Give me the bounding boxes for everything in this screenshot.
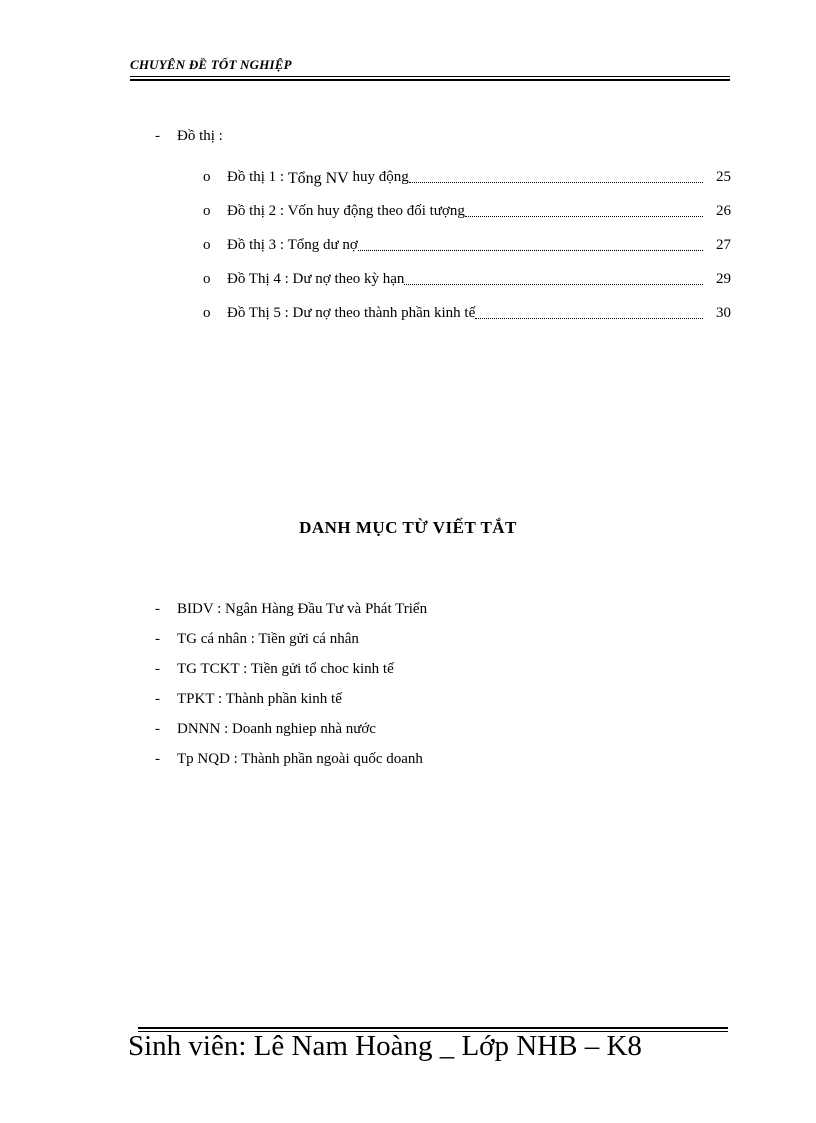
footer-rule-thick	[138, 1027, 728, 1029]
toc-entry	[203, 296, 731, 330]
charts-section-label	[155, 128, 223, 145]
toc-entry-title: Đồ Thị 5 : Dư nợ theo thành phần kinh tế	[227, 305, 476, 321]
dash-bullet-icon: -	[155, 630, 160, 647]
toc-page-number: 30	[716, 304, 731, 321]
toc-entry	[203, 228, 731, 262]
toc-entry-title: Đồ thị 2 : Vốn huy động theo đối tượng	[227, 203, 465, 219]
toc-dot-leader	[409, 170, 703, 183]
toc-entry	[203, 262, 731, 296]
toc-dot-leader	[404, 272, 703, 285]
abbreviations-list	[155, 594, 427, 774]
dash-bullet-icon: -	[155, 660, 160, 677]
abbreviations-heading: DANH MỤC TỪ VIẾT TẮT	[299, 518, 517, 537]
circle-bullet-icon: o	[203, 304, 211, 321]
list-item: - BIDV : Ngân Hàng Đầu Tư và Phát Triển	[155, 600, 428, 617]
list-item: - DNNN : Doanh nghiep nhà nước	[155, 720, 376, 737]
dash-bullet-icon: -	[155, 690, 160, 707]
toc-dot-leader	[358, 238, 703, 251]
header-rule-thin	[130, 76, 730, 77]
dash-bullet-icon: -	[155, 128, 160, 144]
toc-page-number: 27	[716, 236, 731, 253]
circle-bullet-icon: o	[203, 236, 211, 253]
list-item: - TG cá nhân : Tiền gửi cá nhân	[155, 630, 359, 647]
toc-entry-title: Đồ thị 1 : Tổng NV huy động	[227, 169, 409, 187]
dash-bullet-icon: -	[155, 750, 160, 767]
page-header-title: CHUYÊN ĐỀ TỐT NGHIỆP	[130, 57, 292, 72]
toc-page-number: 29	[716, 270, 731, 287]
circle-bullet-icon: o	[203, 270, 211, 287]
list-item: - TG TCKT : Tiền gửi tổ choc kinh tế	[155, 660, 394, 677]
charts-toc-list	[203, 160, 731, 330]
toc-entry-title: Đồ thị 3 : Tổng dư nợ	[227, 237, 358, 253]
toc-page-number: 25	[716, 168, 731, 185]
header-rule-thick	[130, 79, 730, 81]
dash-bullet-icon: -	[155, 600, 160, 617]
toc-entry	[203, 194, 731, 228]
toc-dot-leader	[475, 306, 703, 319]
list-item: - TPKT : Thành phần kinh tế	[155, 690, 342, 707]
toc-entry-title: Đồ Thị 4 : Dư nợ theo kỳ hạn	[227, 271, 405, 287]
circle-bullet-icon: o	[203, 202, 211, 219]
toc-dot-leader	[465, 204, 703, 217]
circle-bullet-icon: o	[203, 168, 211, 185]
toc-entry	[203, 160, 731, 194]
charts-section-title: Đồ thị :	[177, 128, 223, 144]
toc-page-number: 26	[716, 202, 731, 219]
dash-bullet-icon: -	[155, 720, 160, 737]
footer-student-info: Sinh viên: Lê Nam Hoàng _ Lớp NHB – K8	[128, 1030, 642, 1062]
list-item: - Tp NQD : Thành phần ngoài quốc doanh	[155, 750, 423, 767]
